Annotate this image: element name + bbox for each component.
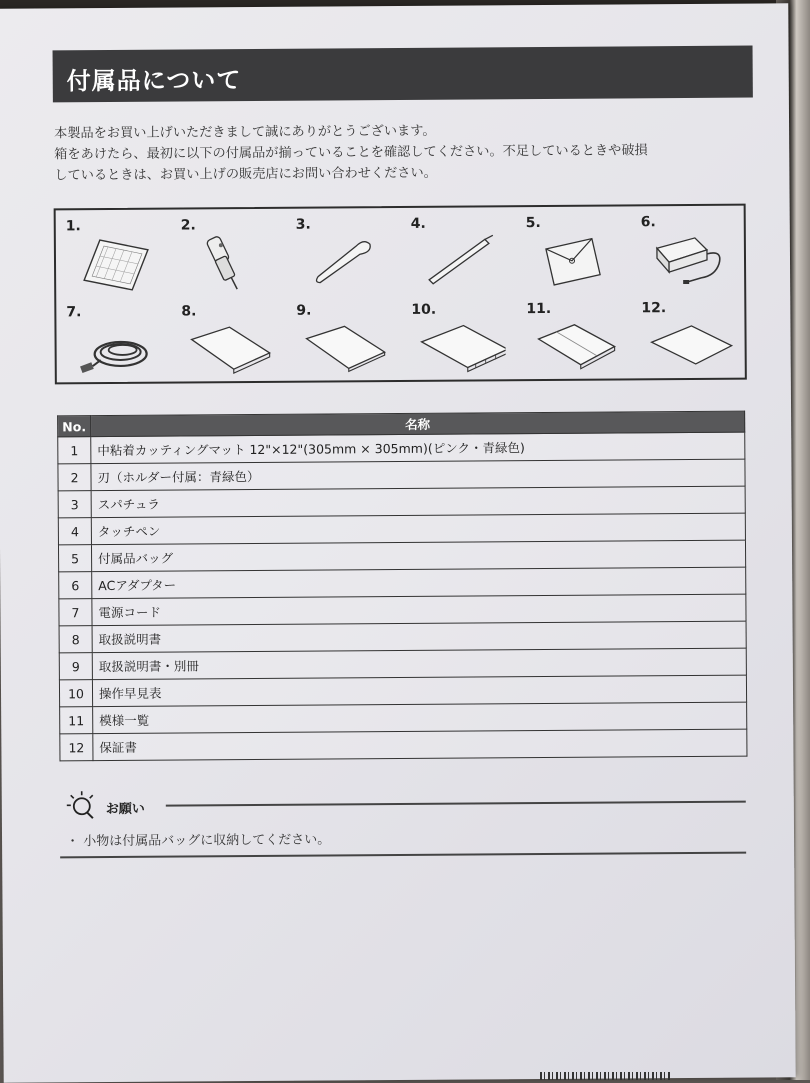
row-name: 刃（ホルダー付属：青緑色） (91, 459, 745, 491)
item-cell-3 (288, 210, 404, 297)
item-cell-12 (633, 294, 749, 381)
row-no: 6 (59, 572, 92, 599)
item-cell-2 (173, 211, 289, 298)
item-cell-4 (403, 209, 519, 296)
request-label: お願い (106, 798, 145, 817)
row-name: 取扱説明書・別冊 (92, 648, 746, 680)
spatula-icon (300, 232, 390, 293)
row-name: 付属品バッグ (91, 540, 745, 572)
accessory-table (57, 411, 747, 762)
row-no: 8 (59, 626, 92, 653)
item-cell-5 (518, 208, 634, 295)
touch-pen-icon (415, 231, 505, 292)
row-name: 模様一覧 (93, 702, 747, 734)
item-number-5: 5. (526, 215, 541, 231)
row-no: 5 (58, 545, 91, 572)
intro-line-3: しているときは、お買い上げの販売店にお問い合わせください。 (54, 161, 754, 187)
pattern-list-icon (530, 316, 620, 377)
item-cell-11 (518, 294, 634, 381)
item-number-12: 12. (641, 300, 666, 316)
item-number-2: 2. (181, 217, 196, 233)
item-number-6: 6. (641, 214, 656, 230)
row-name: ACアダプター (92, 567, 746, 599)
row-no: 10 (59, 680, 92, 707)
item-number-1: 1. (66, 218, 81, 234)
item-number-9: 9. (296, 303, 311, 319)
row-no: 11 (60, 707, 93, 734)
row-no: 7 (59, 599, 92, 626)
header-name: 名称 (91, 411, 745, 437)
ac-adapter-icon (645, 230, 735, 291)
row-no: 4 (58, 518, 91, 545)
row-no: 9 (59, 653, 92, 680)
item-cell-6 (633, 208, 749, 295)
item-cell-10 (403, 295, 519, 382)
row-no: 3 (58, 491, 91, 518)
item-cell-7 (58, 298, 174, 385)
power-cord-icon (70, 320, 160, 381)
row-name: 中粘着カッティングマット 12"×12"(305mm × 305mm)(ピンク・青緑色) (91, 432, 745, 464)
accessory-bag-icon (530, 230, 620, 291)
item-cell-8 (173, 297, 289, 384)
section-bottom-rule (60, 852, 746, 859)
manual-booklet-icon (185, 319, 275, 380)
manual-supplement-icon (300, 318, 390, 379)
intro-line-1: 本製品をお買い上げいただきまして誠にありがとうございます。 (54, 119, 754, 145)
warranty-card-icon (645, 316, 735, 377)
section-title-bar (53, 46, 753, 103)
row-no: 2 (58, 464, 91, 491)
request-text: ・ 小物は付属品バッグに収納してください。 (66, 828, 330, 849)
item-number-3: 3. (296, 217, 311, 233)
cutting-mat-icon (70, 234, 160, 295)
quick-reference-icon (415, 317, 505, 378)
item-number-10: 10. (411, 302, 436, 318)
blade-holder-icon (185, 233, 275, 294)
item-cell-9 (288, 296, 404, 383)
header-no: No. (58, 416, 91, 437)
row-name: スパチュラ (91, 486, 745, 518)
accessory-illustrations-box (54, 204, 747, 385)
row-name: 取扱説明書 (92, 621, 746, 653)
intro-line-2: 箱をあけたら、最初に以下の付属品が揃っていることを確認してください。不足しているときや破損 (54, 140, 754, 166)
item-number-8: 8. (181, 303, 196, 319)
row-no: 12 (60, 734, 93, 761)
section-title: 付属品について (67, 60, 242, 96)
item-number-4: 4. (411, 216, 426, 232)
row-name: 電源コード (92, 594, 746, 626)
document-page (0, 3, 796, 1083)
barcode (540, 1072, 670, 1080)
lightbulb-icon (66, 789, 102, 821)
intro-text (54, 119, 754, 187)
row-no: 1 (58, 437, 91, 464)
row-name: 操作早見表 (92, 675, 746, 707)
item-number-11: 11. (526, 301, 551, 317)
table-row (60, 729, 747, 761)
item-cell-1 (58, 212, 174, 299)
item-number-7: 7. (66, 304, 81, 320)
row-name: タッチペン (91, 513, 745, 545)
request-divider (166, 801, 746, 807)
row-name: 保証書 (93, 729, 747, 761)
request-header (66, 785, 748, 822)
